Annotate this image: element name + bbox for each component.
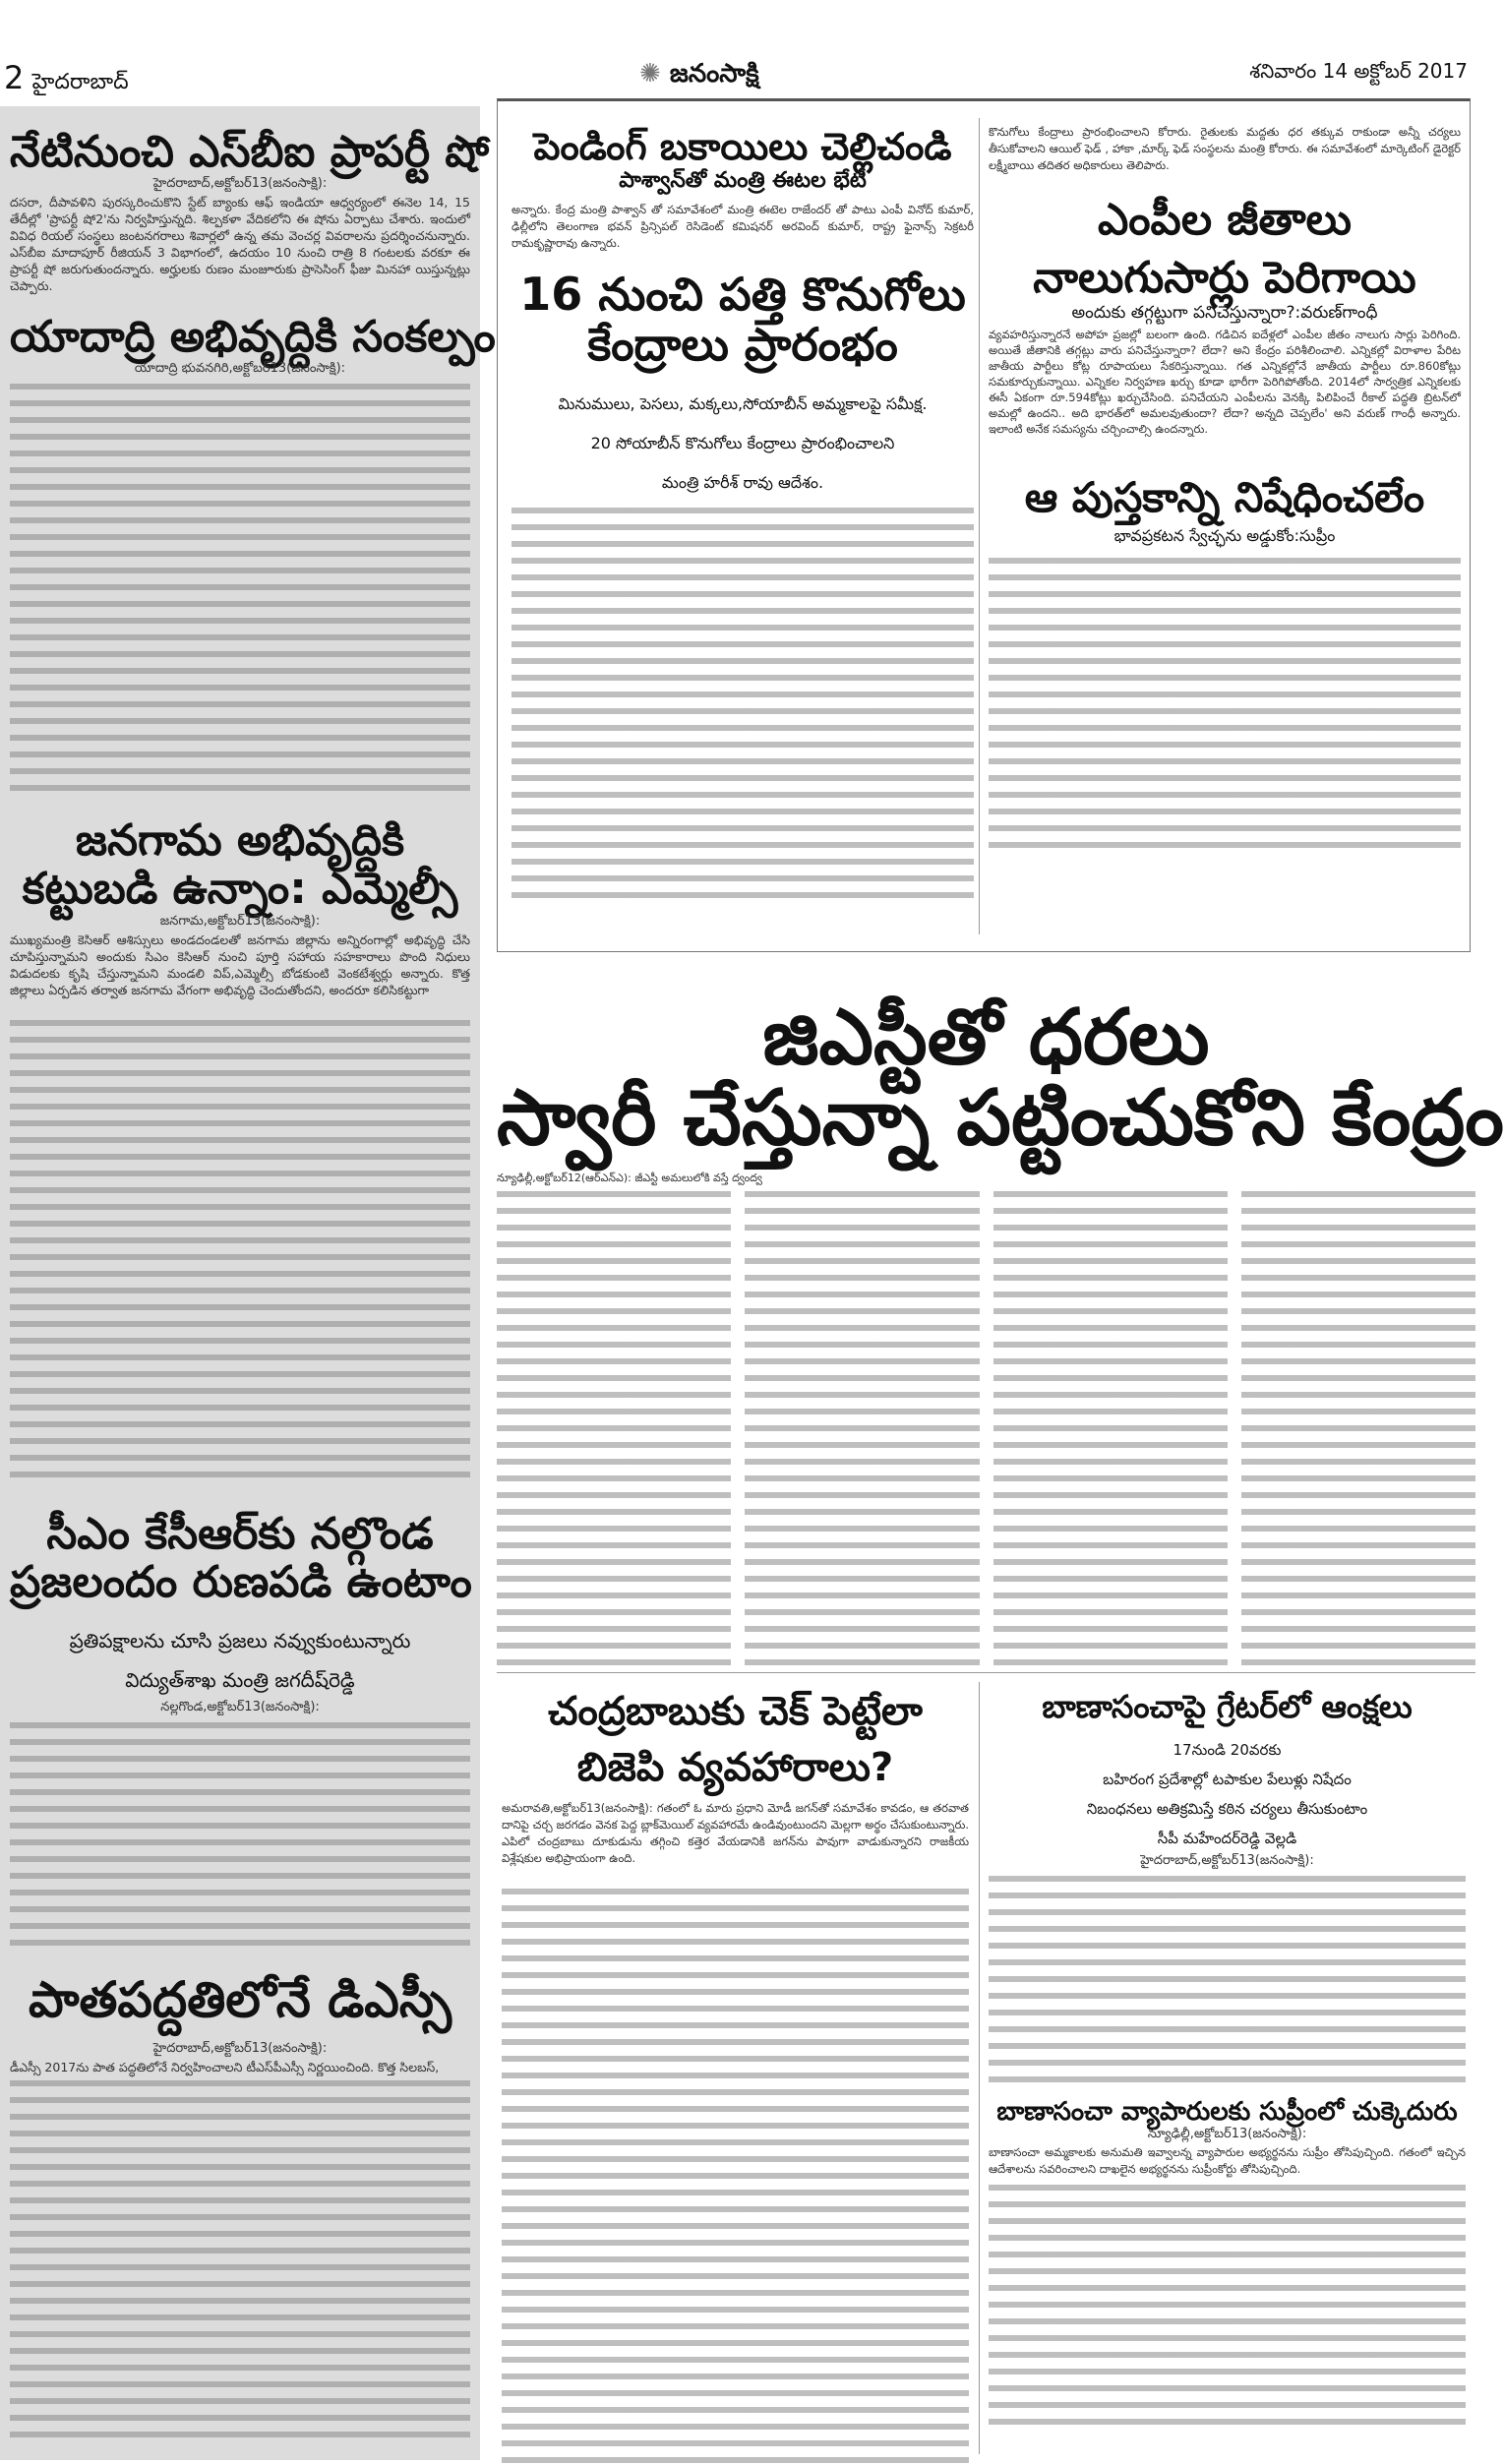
article-body: వ్యవహరిస్తున్నారనే అపోహ ప్రజల్లో బలంగా ఉంది. గడిచిన ఐదేళ్లలో ఎంపీల జీతం నాలుగు సార్లు పెరిగింది. అయితే జీతానికి తగ్గట్లు వారు పనిచేస్తున్నారా? లేదా? అని కేంద్రం పరిశీలించాలి. ఎన్నికల్లో విరాళాల పేరిట జాతీయ పార్టీలు కోట్ల రూపాయలు సేకరిస్తున్నాయి. గత ఎన్నికల్లోనే జాతీయ పార్టీలు రూ.860కోట్లు సమకూర్చుకున్నాయి. ఎన్నికల నిర్వహణ ఖర్చు కూడా భారీగా పెరిగిపోతోంది. 2014లో సార్వత్రిక ఎన్నికలకు ఈసీ ఏకంగా రూ.594కోట్లు ఖర్చుచేసింది. పనిచేయని ఎంపీలను వెనక్కి పిలిపించే రీకాల్ పద్ధతి బ్రిటన్‌లో అమల్లో ఉందని.. అది భారత్‌లో అమలవుతుందా? లేదా? అన్నది చెప్పలేం' అని వరుణ్ గాంధీ అన్నారు. ఇలాంటి అనేక సమస్యను చర్చించాల్సి ఉందన్నారు.	[989, 327, 1461, 436]
headline: స్వారీ చేస్తున్నా పట్టించుకోని కేంద్రం	[497, 1073, 1504, 1163]
subheadline: విద్యుత్‌శాఖ మంత్రి జగదీష్‌రెడ్డి	[125, 1667, 355, 1692]
masthead-logo-icon: ✺	[639, 59, 661, 89]
article-body	[10, 1015, 470, 1482]
headline: జిఎస్టీతో ధరలు	[762, 993, 1210, 1082]
article-lead: ముఖ్యమంత్రి కెసిఆర్ ఆశిస్సులు అండదండలతో జనగామ జిల్లాను అన్నిరంగాల్లో అభివృద్ధి చేసి చూపిస్తున్నామని అందుకు సిఎం కెసిఆర్ నుంచి పూర్తి సహాయ సహకారాలు పొంది నిధులు విడుదలకు కృషి చేస్తున్నామని మండలి విప్,ఎమ్మెల్సీ బోడకుంటి వెంకటేశ్వర్లు అన్నారు. కొత్త జిల్లాలు ఏర్పడిన తర్వాత జనగామ వేగంగా అభివృద్ధి చెందుతోందని, అందరూ కలిసికట్టుగా	[10, 932, 470, 997]
article-yadadri	[10, 312, 496, 797]
headline: కట్టుబడి ఉన్నాం: ఎమ్మెల్సీ	[22, 864, 458, 915]
article-chandrababu	[502, 1690, 969, 2464]
article-column	[497, 1186, 731, 1668]
column-divider	[979, 118, 980, 934]
subheadline: 17నుండి 20వరకు	[1173, 1740, 1282, 1759]
headline: పెండింగ్ బకాయిలు చెల్లిచండి	[533, 125, 952, 168]
column-divider	[979, 1682, 980, 2454]
article-dsc	[10, 1972, 470, 2439]
subheadline: సీపీ మహేందర్‌రెడ్డి వెల్లడి	[1157, 1829, 1297, 1847]
headline: కేంద్రాలు ప్రారంభం	[587, 318, 898, 372]
article-lead: అమరావతి,అక్టోబర్13(జనంసాక్షి): గతంలో ఓ మారు ప్రధాని మోడీ జగన్‌తో సమావేశం కావడం, ఆ తరవాత దానిపై చర్చ జరగడం వెనక పెద్ద బ్లాక్‌మెయిల్ వ్యవహారమే ఉండివుంటుందని మెల్లగా అర్థం చేసుకుంటున్నారు. ఎపిలో చంద్రబాబు దూకుడును తగ్గించి కత్తెర వేయడానికి జగన్‌ను పావుగా వాడుకున్నారని రాజకీయ విశ్లేషకుల అభిప్రాయంగా ఉంది.	[502, 1800, 969, 1865]
dateline: నల్లగొండ,అక్టోబర్13(జనంసాక్షి):	[160, 1699, 320, 1714]
section-divider	[497, 1672, 1475, 1673]
headline: నాలుగుసార్లు పెరిగాయి	[1033, 253, 1416, 304]
headline: ఆ పుస్తకాన్ని నిషేధించలేం	[1024, 472, 1425, 521]
masthead-title: జనంసాక్షి	[669, 59, 759, 89]
subheadline: బహిరంగ ప్రదేశాల్లో టపాకుల పేలుళ్లు నిషేదం	[1103, 1770, 1352, 1788]
article-body	[989, 553, 1461, 858]
article-sbi-property-show	[10, 127, 490, 312]
article-body	[10, 1717, 470, 1953]
headline: బిజెపి వ్యవహారాలు?	[576, 1744, 894, 1790]
article-jangaon	[10, 816, 470, 1482]
article-body	[10, 379, 470, 797]
article-body	[989, 1871, 1466, 2092]
dateline: న్యూఢిల్లీ,అక్టోబర్13(జనంసాక్షి):	[1147, 2126, 1307, 2141]
article-column	[993, 1186, 1228, 1668]
subheadline: 20 సోయాబీన్ కొనుగోలు కేంద్రాలు ప్రారంభించాలని	[590, 433, 895, 452]
subheadline: మినుములు, పెసలు, మక్కలు,సోయాబీన్ అమ్మకాలపై సమీక్ష.	[558, 393, 928, 413]
headline: పాతపద్దతిలోనే డిఎస్సీ	[28, 1971, 452, 2028]
subheadline: నిబంధనలు అతిక్రమిస్తే కఠిన చర్యలు తీసుకుంటాం	[1086, 1799, 1368, 1818]
headline: సీఎం కేసీఆర్‌కు నల్గొండ	[46, 1509, 434, 1559]
section-name: హైదరాబాద్	[31, 70, 129, 94]
subheadline: భావప్రకటన స్వేచ్ఛను అడ్డుకోం:సుప్రీం	[1113, 525, 1336, 545]
article-pending-dues	[511, 126, 974, 906]
article-body: కొనుగోలు కేంద్రాలు ప్రారంభించాలని కోరారు. రైతులకు మద్దతు ధర తక్కువ రాకుండా అన్నీ చర్యలు తీసుకోవాలని ఆయిల్ ఫెడ్ , హాకా ,మార్క్ ఫెడ్ సంస్థలను మంత్రి కోరారు. ఈ సమావేశంలో మార్కెటింగ్ డైరెక్టర్ లక్ష్మీబాయి తదితర అధికారులు తెలిపారు.	[989, 125, 1461, 172]
headline: ఎంపీల జీతాలు	[1097, 195, 1353, 245]
article-body: దసరా, దీపావళిని పురస్కరించుకొని స్టేట్ బ్యాంకు ఆఫ్ ఇండియా ఆధ్వర్యంలో ఈనెల 14, 15 తేదీల్లో 'ప్రాపర్టీ షో2'ను నిర్వహిస్తున్నది. శిల్పకళా వేదికలోని ఈ షోను ఏర్పాటు చేశారు. ఇందులో వివిధ రియల్ సంస్థలు జంటనగరాలు శివార్లలో ఉన్న తమ వెంచర్ల వివరాలను ప్రదర్శించనున్నారు. ఎస్‌బీఐ మాదాపూర్ రీజియన్ 3 విభాగంలో, ఉదయం 10 నుంచి రాత్రి 8 గంటలకు వరకూ ఈ ప్రాపర్టీ షో జరుగుతుందన్నారు. అర్హులకు రుణం మంజూరుకు ప్రాసెసింగ్ ఫీజు మినహా యిస్తున్నట్లు చెప్పారు.	[10, 195, 470, 294]
subheadline: ప్రతిపక్షాలను చూసి ప్రజలు నవ్వుకుంటున్నారు	[69, 1628, 411, 1653]
subheadline: అందుకు తగ్గట్టుగా పనిచేస్తున్నారా?:వరుణ్‌గాంధీ	[1071, 302, 1378, 323]
article-column	[745, 1186, 979, 1668]
headline: జనగామ అభివృద్దికి	[75, 815, 405, 866]
page-number: 2	[4, 59, 25, 96]
subheadline: పాశ్వాన్‌తో మంత్రి ఈటల భేటీ	[619, 167, 867, 193]
headline: బాణాసంచాపై గ్రేటర్‌లో ఆంక్షలు	[1042, 1688, 1413, 1725]
page-number-section	[4, 59, 129, 99]
article-body	[511, 503, 974, 906]
headline: చంద్రబాబుకు చెక్ పెట్టేలా	[548, 1689, 923, 1734]
article-firecrackers	[989, 1690, 1466, 2426]
dateline: హైదరాబాద్,అక్టోబర్13(జనంసాక్షి):	[152, 176, 328, 192]
subheadline: మంత్రి హరీశ్ రావు ఆదేశం.	[661, 472, 824, 492]
headline: నేటినుంచి ఎస్‌బీఐ ప్రాపర్టీ షో	[10, 127, 490, 177]
article-column	[1241, 1186, 1475, 1668]
masthead	[639, 59, 759, 94]
article-gst	[497, 993, 1504, 1668]
headline: 16 నుంచి పత్తి కొనుగోలు	[519, 267, 966, 321]
dateline: హైదరాబాద్,అక్టోబర్13(జనంసాక్షి):	[1140, 1852, 1314, 1868]
article-body	[10, 2075, 470, 2439]
dateline: జనగామ,అక్టోబర్13(జనంసాక్షి):	[159, 913, 321, 929]
article-lead: డీఎస్సీ 2017ను పాత పద్ధతిలోనే నిర్వహించాలని టీఎస్‌పీఎస్సీ నిర్ణయించింది. కొత్త సిలబస్,	[10, 2060, 440, 2074]
article-columns	[497, 1186, 1475, 1668]
dateline: యాదాద్రి భువనగిరి,అక్టోబర్13(జనంసాక్షి):	[134, 361, 346, 377]
issue-date: శనివారం 14 అక్టోబర్ 2017	[1249, 59, 1468, 83]
article-body	[989, 2180, 1466, 2426]
dateline: హైదరాబాద్,అక్టోబర్13(జనంసాక్షి):	[152, 2041, 328, 2056]
headline: ప్రజలందం రుణపడి ఉంటాం	[10, 1557, 472, 1608]
article-lead: బాణాసంచా అమ్మకాలకు అనుమతి ఇవ్వాలన్న వ్యాపారుల అభ్యర్థనను సుప్రీం తోసిపుచ్చింది. గతంలో ఇచ్చిన ఆదేశాలను సవరించాలని దాఖలైన అభ్యర్థనను సుప్రీంకోర్టు తోసిపుచ్చింది.	[989, 2144, 1466, 2176]
headline: యాదాద్రి అభివృద్దికి సంకల్పం	[10, 312, 496, 362]
article-nalgonda	[10, 1510, 470, 1953]
article-lead: న్యూఢిల్లీ,అక్టోబర్12(ఆర్‌ఎన్‌ఎ): జీఎస్టీ అమలులోకి వస్తే ద్వంద్వ	[497, 1171, 762, 1184]
article-body: అన్నారు. కేంద్ర మంత్రి పాశ్వాన్ తో సమావేశంలో మంత్రి ఈటెల రాజేందర్ తో పాటు ఎంపీ వినోద్ కుమార్, ఢిల్లీలోని తెలంగాణ భవన్ ప్రిన్సిపల్ రెసిడెంట్ కమిషనర్ అరవింద్ కుమార్, రాష్ట్ర ఫైనాన్స్ సెక్రటరీ రామకృష్ణారావు ఉన్నారు.	[511, 202, 974, 250]
headline: బాణాసంచా వ్యాపారులకు సుప్రీంలో చుక్కెదురు	[996, 2096, 1458, 2127]
article-body	[502, 1884, 969, 2464]
article-mp-salaries	[989, 124, 1461, 858]
